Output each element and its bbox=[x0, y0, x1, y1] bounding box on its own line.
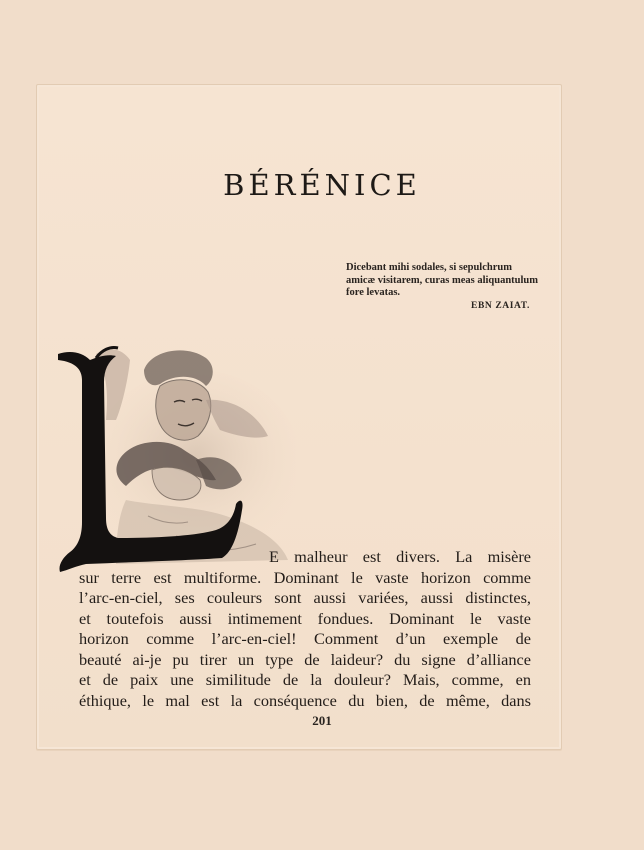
body-text bbox=[79, 547, 531, 711]
epigraph-author: EBN ZAIAT. bbox=[471, 300, 530, 311]
body-line: et toutefois aussi intimement fondues. Dominant le vaste bbox=[79, 608, 531, 628]
body-line: sur terre est multiforme. Dominant le vaste horizon comme bbox=[79, 567, 531, 587]
drop-cap-illustration bbox=[56, 340, 296, 572]
epigraph bbox=[346, 262, 539, 312]
body-line: et de paix une similitude de la douleur? Mais, comme, en bbox=[79, 670, 531, 689]
man-face bbox=[156, 380, 211, 440]
body-line: l’arc-en-ciel, ses couleurs sont aussi variées, aussi distinctes, bbox=[79, 588, 531, 607]
epigraph-line: amicæ visitarem, curas meas aliquantulum bbox=[346, 274, 539, 286]
epigraph-line: fore levatas. bbox=[346, 287, 401, 298]
epigraph-line: Dicebant mihi sodales, si sepulchrum bbox=[346, 262, 512, 273]
body-line: horizon comme l’arc-en-ciel! Comment d’un exemple de bbox=[79, 629, 531, 648]
page-title: BÉRÉNICE bbox=[223, 168, 421, 202]
body-line: éthique, le mal est la conséquence du bien, de même, dans bbox=[79, 690, 531, 710]
body-line: beauté ai-je pu tirer un type de laideur? du signe d’alliance bbox=[79, 649, 531, 669]
body-line: E malheur est divers. La misère bbox=[269, 547, 531, 566]
page-number: 201 bbox=[312, 713, 332, 728]
